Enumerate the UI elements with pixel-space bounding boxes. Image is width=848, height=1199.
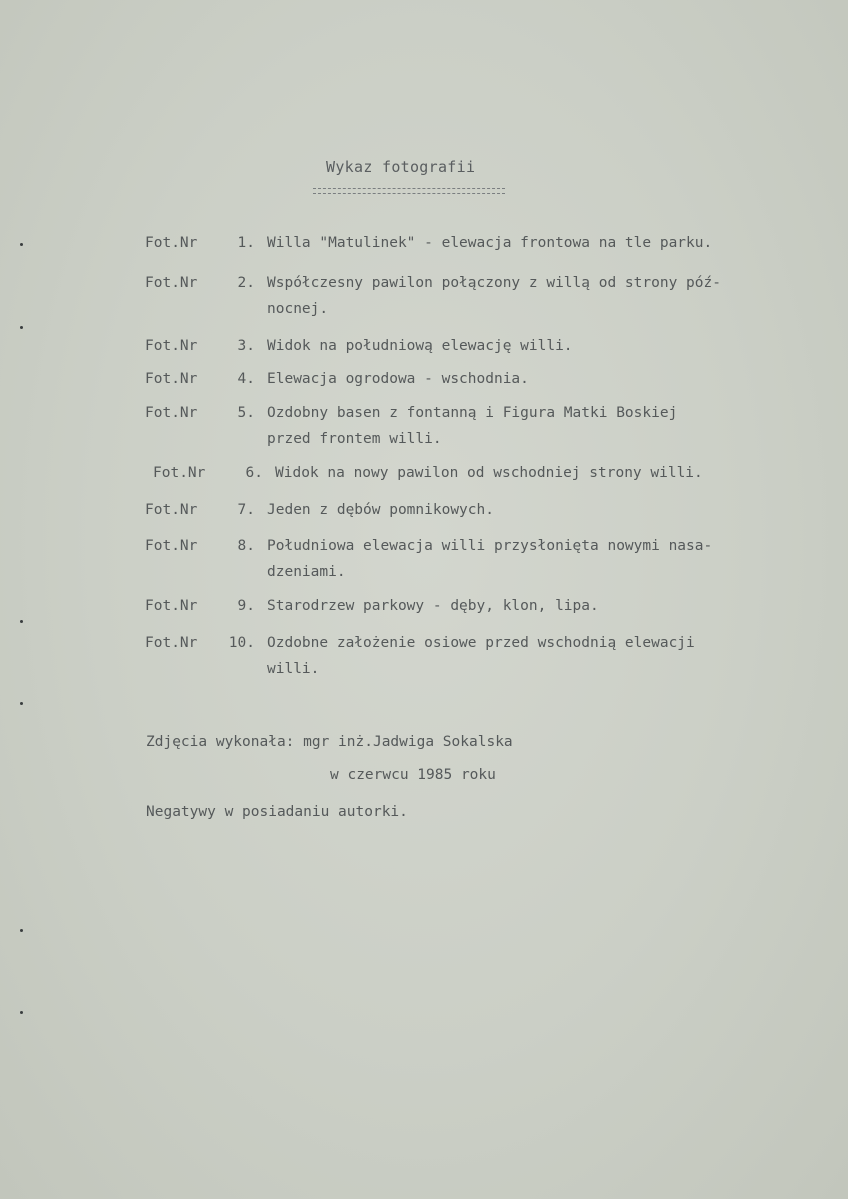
margin-mark: [20, 243, 23, 246]
entry-label: [145, 400, 257, 452]
entry-line: Południowa elewacja willi przysłonięta nowymi nasa-: [267, 538, 713, 554]
entry-description: [257, 593, 795, 619]
entry-description: [257, 630, 795, 682]
entry-number: 4.: [237, 371, 255, 387]
entry-number: 9.: [237, 598, 255, 614]
photo-entry-7: [145, 497, 795, 523]
entry-prefix: Fot.Nr: [145, 538, 198, 554]
entry-prefix: Fot.Nr: [145, 405, 198, 421]
entry-number: 10.: [228, 635, 255, 651]
photo-date-credit: w czerwcu 1985 roku: [330, 767, 496, 783]
entry-prefix: Fot.Nr: [145, 635, 198, 651]
entry-line: Elewacja ogrodowa - wschodnia.: [267, 371, 529, 387]
entry-number: 7.: [237, 502, 255, 518]
margin-mark: [20, 326, 23, 329]
entry-description: [265, 460, 803, 486]
margin-mark: [20, 620, 23, 623]
entry-line: nocnej.: [267, 301, 329, 317]
margin-mark: [20, 1011, 23, 1014]
entry-label: [145, 497, 257, 523]
entry-prefix: Fot.Nr: [145, 502, 198, 518]
entry-number: 3.: [237, 338, 255, 354]
photo-entry-2: [145, 270, 795, 322]
entry-line: Jeden z dębów pomnikowych.: [267, 502, 494, 518]
entry-prefix: Fot.Nr: [145, 235, 198, 251]
margin-mark: [20, 702, 23, 705]
entry-line: Ozdobny basen z fontanną i Figura Matki Boskiej: [267, 405, 678, 421]
entry-line: Widok na południową elewację willi.: [267, 338, 573, 354]
entry-line: Willa "Matulinek" - elewacja frontowa na tle parku.: [267, 235, 713, 251]
entry-label: [145, 593, 257, 619]
photo-entry-6: [153, 460, 803, 486]
photo-entry-5: [145, 400, 795, 452]
photo-entry-1: [145, 230, 795, 256]
entry-label: [145, 333, 257, 359]
entry-label: [145, 366, 257, 392]
photo-entry-9: [145, 593, 795, 619]
photo-author-credit: Zdjęcia wykonała: mgr inż.Jadwiga Sokalska: [146, 734, 513, 750]
entry-label: [145, 630, 257, 682]
entry-description: [257, 497, 795, 523]
entry-line: dzeniami.: [267, 564, 346, 580]
margin-mark: [20, 929, 23, 932]
entry-description: [257, 400, 795, 452]
photo-entry-4: [145, 366, 795, 392]
entry-number: 8.: [237, 538, 255, 554]
entry-prefix: Fot.Nr: [153, 465, 206, 481]
entry-prefix: Fot.Nr: [145, 598, 198, 614]
entry-description: [257, 270, 795, 322]
entry-label: [153, 460, 265, 486]
entry-prefix: Fot.Nr: [145, 371, 198, 387]
entry-line: Współczesny pawilon połączony z willą od strony póź-: [267, 275, 721, 291]
entry-number: 6.: [245, 465, 263, 481]
entry-description: [257, 366, 795, 392]
entry-label: [145, 230, 257, 256]
entry-number: 5.: [237, 405, 255, 421]
entry-prefix: Fot.Nr: [145, 275, 198, 291]
title-underline: [313, 188, 505, 194]
entry-line: willi.: [267, 661, 320, 677]
entry-label: [145, 270, 257, 322]
entry-line: Widok na nowy pawilon od wschodniej strony willi.: [275, 465, 703, 481]
entry-prefix: Fot.Nr: [145, 338, 198, 354]
photo-entry-10: [145, 630, 795, 682]
entry-number: 1.: [237, 235, 255, 251]
entry-description: [257, 230, 795, 256]
entry-description: [257, 333, 795, 359]
entry-description: [257, 533, 795, 585]
entry-line: przed frontem willi.: [267, 431, 442, 447]
entry-line: Ozdobne założenie osiowe przed wschodnią elewacji: [267, 635, 695, 651]
document-title: Wykaz fotografii: [326, 158, 476, 176]
entry-number: 2.: [237, 275, 255, 291]
entry-line: Starodrzew parkowy - dęby, klon, lipa.: [267, 598, 599, 614]
negatives-note: Negatywy w posiadaniu autorki.: [146, 804, 408, 820]
entry-label: [145, 533, 257, 585]
photo-entry-8: [145, 533, 795, 585]
photo-entry-3: [145, 333, 795, 359]
